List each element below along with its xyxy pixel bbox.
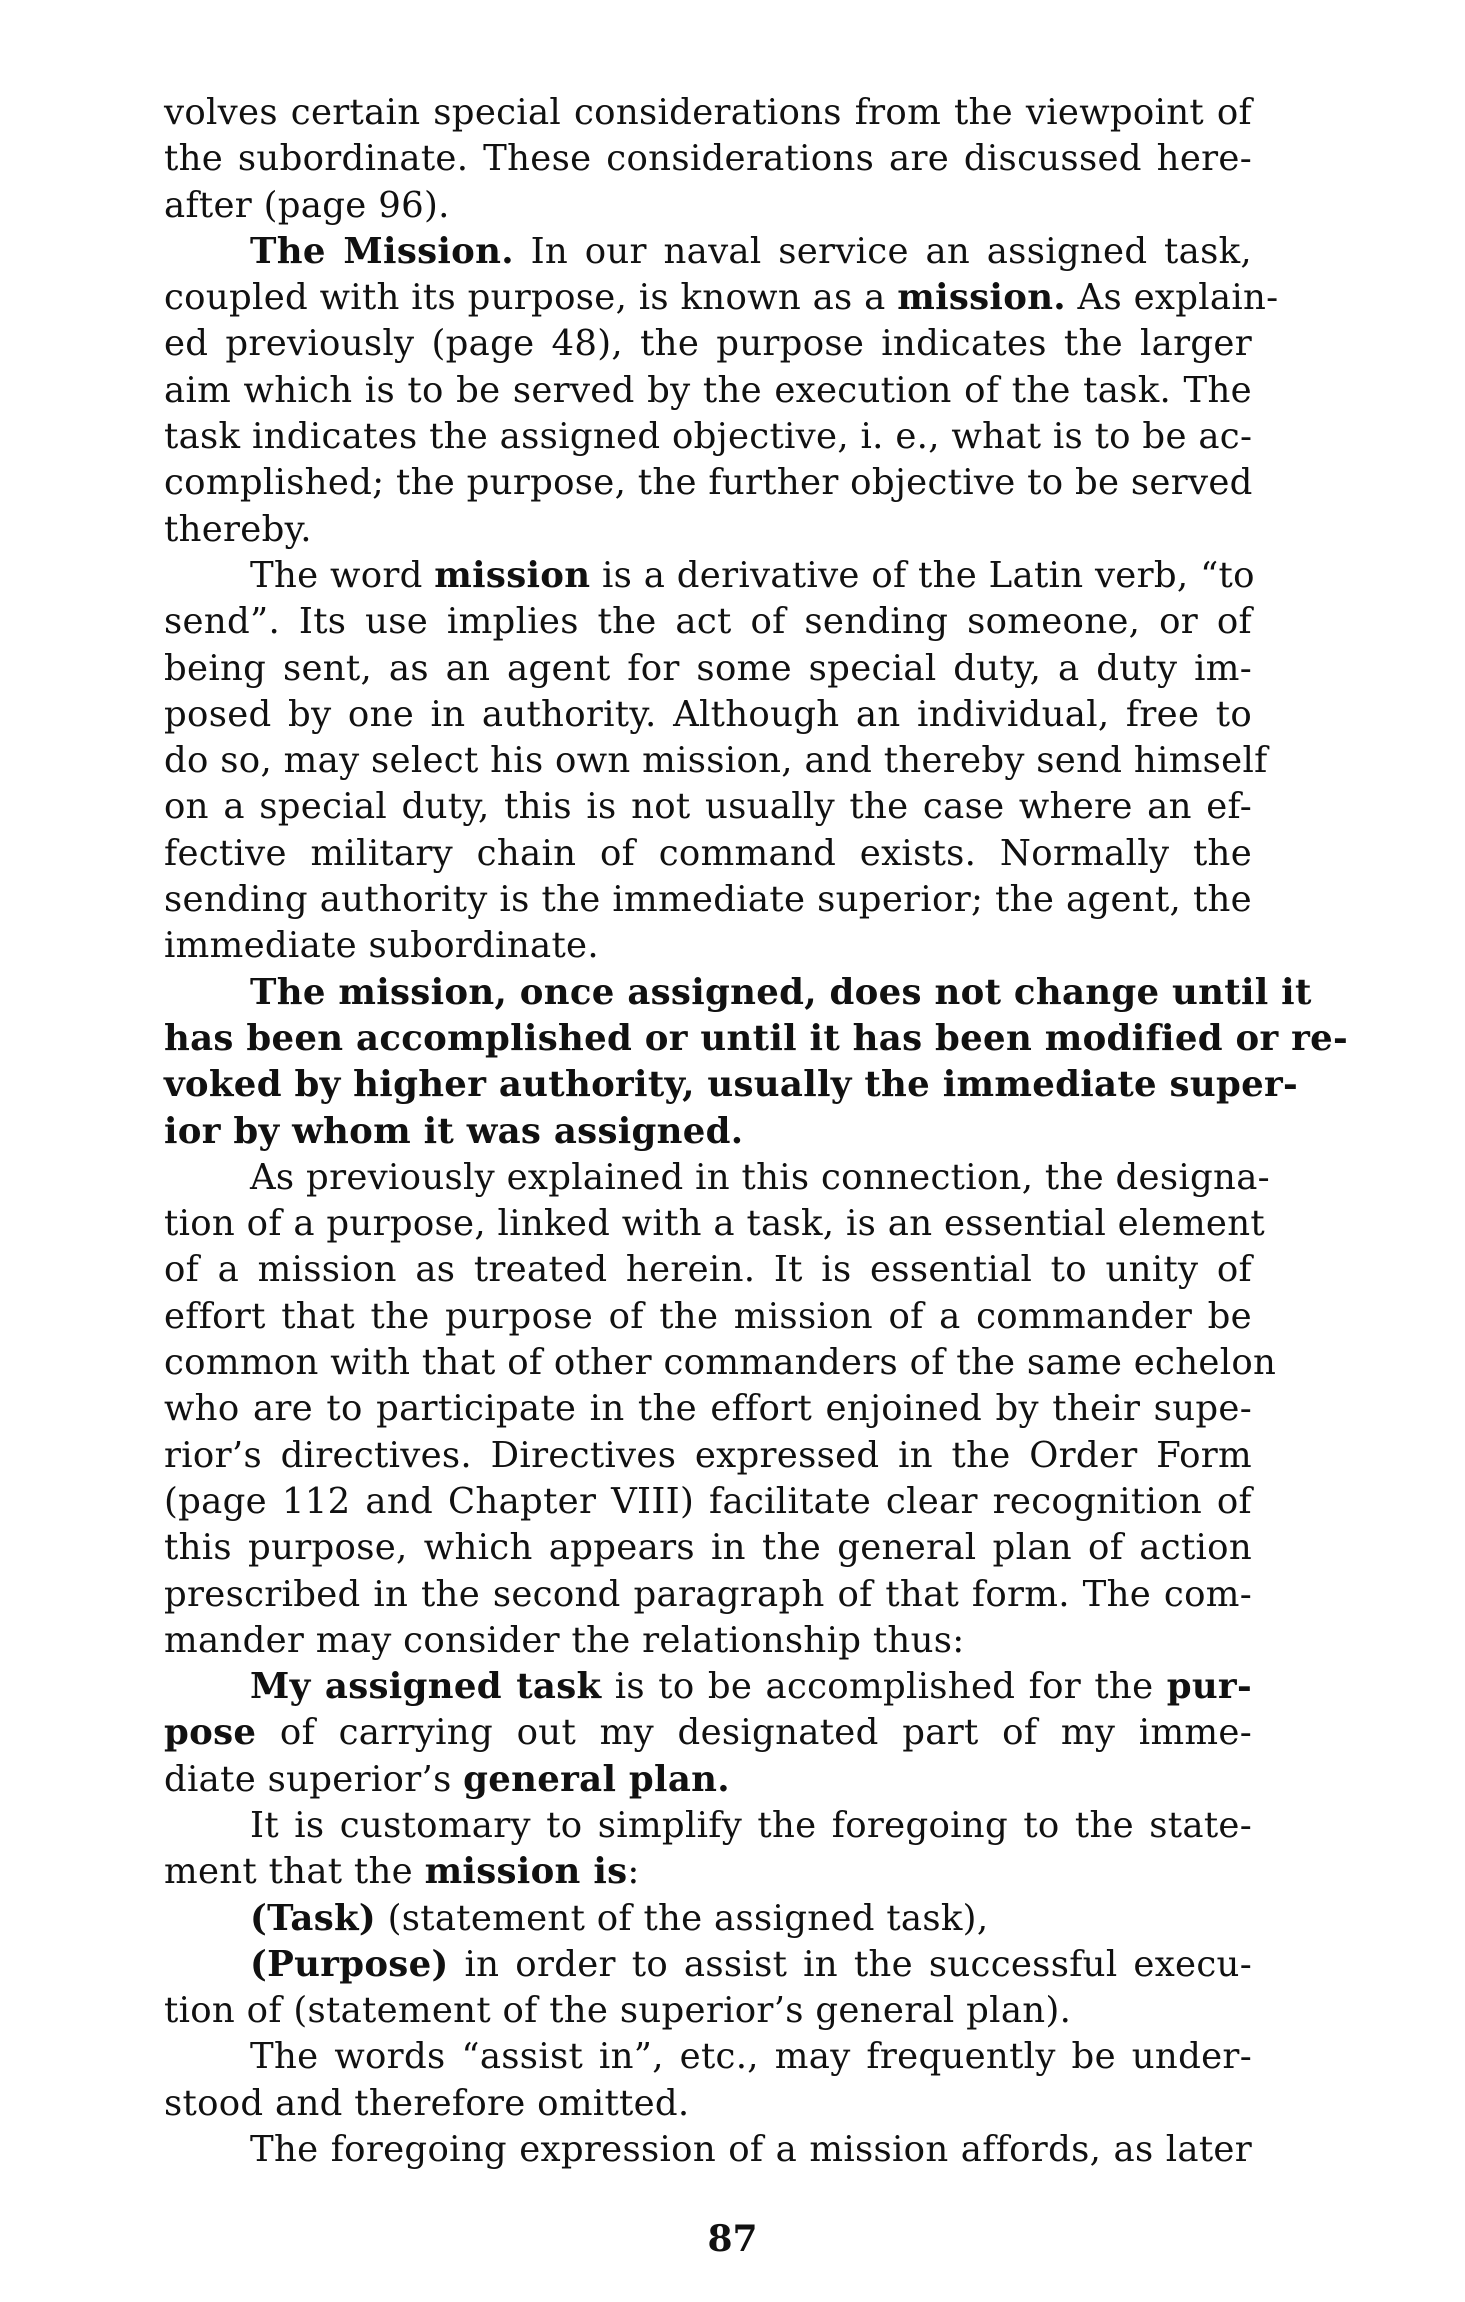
- bold-text: The Mission.: [250, 230, 514, 272]
- text-run: (page 112 and Chapter VIII) facilitate clear recognition of: [164, 1480, 1252, 1522]
- text-line: [164, 229, 1252, 275]
- text-run: immediate subordinate.: [164, 925, 599, 967]
- text-run: is to be accomplished for the: [601, 1666, 1167, 1708]
- text-line: [164, 923, 1252, 969]
- assigned-task-paragraph: [164, 1664, 1252, 1803]
- text-run: volves certain special considerations from the viewpoint of: [164, 92, 1252, 133]
- text-run: It is customary to simplify the foregoing to the state-: [250, 1804, 1252, 1846]
- text-run: tion of a purpose, linked with a task, is an essential element: [164, 1203, 1265, 1245]
- text-run: who are to participate in the effort enjoined by their supe-: [164, 1388, 1252, 1430]
- bold-text: voked by higher authority, usually the immediate super-: [164, 1064, 1299, 1106]
- text-line: [164, 1664, 1252, 1710]
- text-line: [164, 136, 1252, 182]
- text-run: of a mission as treated herein. It is essential to unity of: [164, 1249, 1252, 1291]
- bold-text: My assigned task: [250, 1666, 602, 1708]
- text-run: mander may consider the relationship thus:: [164, 1619, 965, 1661]
- text-run: is a derivative of the Latin verb, “to: [590, 554, 1255, 596]
- foregoing-expression-paragraph: [164, 2127, 1252, 2173]
- purpose-designation-paragraph: [164, 1155, 1277, 1664]
- bold-text: pur-: [1166, 1666, 1252, 1708]
- text-line: [164, 1896, 1252, 1942]
- text-line: [164, 646, 1252, 692]
- text-run: As explain-: [1065, 277, 1279, 319]
- text-run: stood and therefore omitted.: [164, 2082, 690, 2124]
- bold-text: mission is: [424, 1851, 628, 1893]
- text-run: aim which is to be served by the execution of the task. The: [164, 369, 1252, 411]
- text-line: [164, 1201, 1265, 1247]
- bold-text: mission: [434, 554, 591, 596]
- bold-text: pose: [164, 1712, 257, 1754]
- text-line: [164, 2127, 1252, 2173]
- text-line: [164, 599, 1252, 645]
- text-line: [164, 460, 1252, 506]
- text-line: [164, 183, 1252, 229]
- text-line: [164, 275, 1279, 321]
- text-run: The word: [250, 554, 435, 596]
- text-line: [164, 1247, 1252, 1293]
- page-number: 87: [707, 2218, 758, 2260]
- text-run: on a special duty, this is not usually the case where an ef-: [164, 786, 1252, 828]
- text-line: [164, 2081, 1252, 2127]
- bold-text: The mission, once assigned, does not change until it: [250, 971, 1312, 1013]
- text-line: [164, 1062, 1299, 1108]
- text-run: rior’s directives. Directives expressed in the Order Form: [164, 1434, 1252, 1476]
- text-run: complished; the purpose, the further objective to be served: [164, 462, 1253, 504]
- text-line: [164, 738, 1268, 784]
- text-run: :: [627, 1851, 640, 1893]
- text-run: this purpose, which appears in the general plan of action: [164, 1527, 1252, 1569]
- text-run: in order to assist in the successful execu-: [448, 1943, 1252, 1985]
- text-line: [164, 1433, 1252, 1479]
- bold-text: (Purpose): [250, 1943, 449, 1985]
- text-line: [164, 321, 1252, 367]
- the-mission-paragraph: [164, 229, 1279, 553]
- text-run: The words “assist in”, etc., may frequently be under-: [250, 2036, 1252, 2078]
- text-run: (statement of the assigned task),: [376, 1897, 989, 1939]
- text-run: prescribed in the second paragraph of that form. The com-: [164, 1573, 1252, 1615]
- text-run: being sent, as an agent for some special duty, a duty im-: [164, 647, 1252, 689]
- bold-text: (Task): [250, 1897, 376, 1939]
- text-line: [164, 1849, 1252, 1895]
- text-line: [164, 692, 1252, 738]
- text-line: [164, 1572, 1252, 1618]
- continuation-paragraph: [164, 90, 1252, 229]
- text-run: coupled with its purpose, is known as a: [164, 277, 898, 319]
- text-line: [164, 1618, 1252, 1664]
- text-run: task indicates the assigned objective, i. e., what is to be ac-: [164, 416, 1253, 458]
- text-run: after (page 96).: [164, 184, 450, 226]
- text-line: [164, 414, 1252, 460]
- bold-text: mission.: [897, 277, 1066, 319]
- bold-text: has been accomplished or until it has been modified or re-: [164, 1017, 1349, 1059]
- assist-in-paragraph: [164, 2034, 1252, 2127]
- purpose-paragraph: [164, 1942, 1252, 2035]
- text-line: [164, 970, 1312, 1016]
- text-line: [164, 507, 1252, 553]
- text-run: common with that of other commanders of the same echelon: [164, 1342, 1277, 1384]
- text-run: thereby.: [164, 508, 312, 550]
- text-run: send”. Its use implies the act of sending someone, or of: [164, 601, 1252, 643]
- text-line: [164, 877, 1252, 923]
- text-run: the subordinate. These considerations are discussed here-: [164, 138, 1252, 180]
- text-line: [164, 1988, 1252, 2034]
- text-line: [164, 1803, 1252, 1849]
- text-line: [164, 831, 1252, 877]
- text-line: [164, 1386, 1252, 1432]
- text-line: [164, 784, 1252, 830]
- text-line: [164, 1294, 1252, 1340]
- task-paragraph: [164, 1896, 1252, 1942]
- text-line: [164, 2034, 1252, 2080]
- mission-unchanged-paragraph: [164, 970, 1349, 1155]
- text-run: As previously explained in this connection, the designa-: [250, 1156, 1270, 1198]
- text-line: [164, 1340, 1277, 1386]
- text-line: [164, 1757, 1252, 1803]
- text-run: In our naval service an assigned task,: [513, 230, 1252, 272]
- text-run: of carrying out my designated part of my imme-: [256, 1712, 1252, 1754]
- text-line: [164, 1016, 1349, 1062]
- text-line: [164, 1479, 1252, 1525]
- text-run: effort that the purpose of the mission of a commander be: [164, 1295, 1252, 1337]
- text-run: do so, may select his own mission, and thereby send himself: [164, 740, 1268, 782]
- text-run: ment that the: [164, 1851, 425, 1893]
- body-text: [164, 90, 1349, 2173]
- text-run: tion of (statement of the superior’s general plan).: [164, 1990, 1072, 2032]
- word-mission-paragraph: [164, 553, 1268, 970]
- text-line: [164, 1942, 1252, 1988]
- text-line: [164, 90, 1252, 136]
- text-line: [164, 1525, 1252, 1571]
- text-run: posed by one in authority. Although an individual, free to: [164, 693, 1252, 735]
- bold-text: ior by whom it was assigned.: [164, 1110, 744, 1152]
- text-line: [164, 368, 1252, 414]
- text-line: [164, 1109, 1252, 1155]
- text-run: The foregoing expression of a mission affords, as later: [250, 2129, 1252, 2171]
- text-line: [164, 1155, 1270, 1201]
- text-run: fective military chain of command exists. Normally the: [164, 832, 1252, 874]
- bold-text: general plan.: [463, 1758, 730, 1800]
- text-line: [164, 553, 1255, 599]
- text-run: diate superior’s: [164, 1758, 464, 1800]
- text-line: [164, 1710, 1252, 1756]
- text-run: ed previously (page 48), the purpose indicates the larger: [164, 323, 1252, 365]
- customary-paragraph: [164, 1803, 1252, 1896]
- text-run: sending authority is the immediate superior; the agent, the: [164, 879, 1252, 921]
